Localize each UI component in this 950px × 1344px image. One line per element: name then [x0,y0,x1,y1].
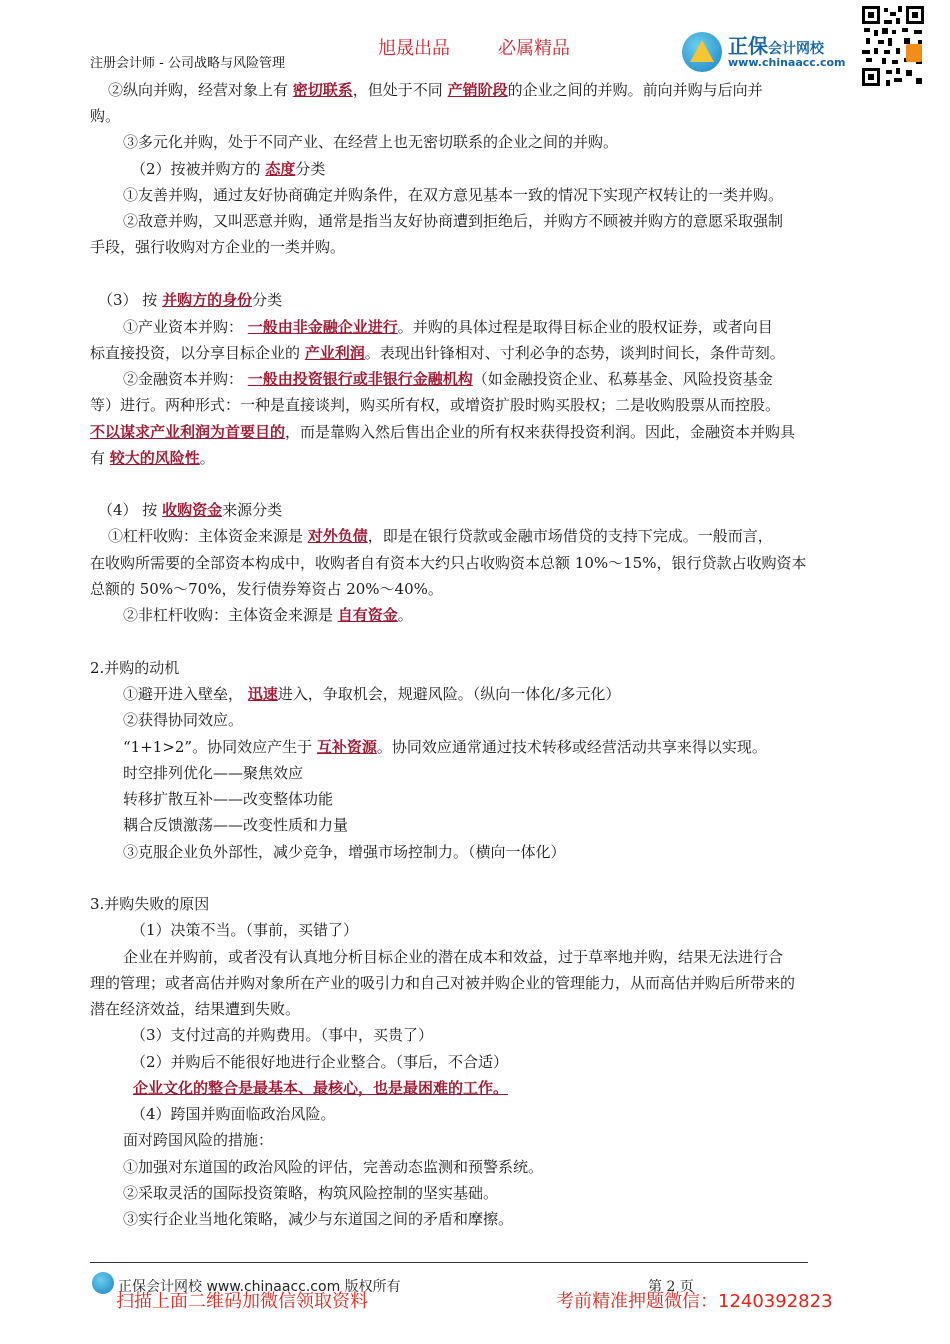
highlight-term: 自有资金 [337,606,398,624]
highlight-sentence: 企业文化的整合是最基本、最核心，也是最困难的工作。 [133,1079,509,1097]
text-line: ③克服企业负外部性，减少竞争，增强市场控制力。（横向一体化） [123,843,566,861]
text-line: （1）决策不当。（事前，买错了） [131,921,359,939]
text-line: ③多元化并购，处于不同产业、在经营上也无密切联系的企业之间的并购。 [123,133,619,151]
text-line: ①杠杆收购：主体资金来源是 对外负债，即是在银行贷款或金融市场借贷的支持下完成。一般而言， [108,527,773,545]
text-line: ②采取灵活的国际投资策略，构筑风险控制的坚实基础。 [123,1184,499,1202]
qr-code-icon [860,4,926,88]
section-heading: 2.并购的动机 [90,659,180,677]
highlight-term: 态度 [265,160,296,178]
highlight-term: 迅速 [247,685,278,703]
text-line: ②获得协同效应。 [123,711,244,729]
text-line: 企业在并购前，或者没有认真地分析目标企业的潜在成本和效益，过于草率地并购，结果无法进行合 [123,948,784,966]
text-line: 标直接投资，以分享目标企业的 产业利润。表现出针锋相对、寸利必争的态势，谈判时间长，条件苛刻。 [90,344,785,362]
text-line: ②敌意并购，又叫恶意并购，通常是指当友好协商遭到拒绝后，并购方不顾被并购方的意愿采取强制 [123,212,784,230]
text-line: ③实行企业当地化策略，减少与东道国之间的矛盾和摩擦。 [123,1210,514,1228]
highlight-term: 收购资金 [162,501,223,519]
document-header-title: 注册会计师 - 公司战略与风险管理 [90,56,285,71]
slogan-left: 旭晟出品 [378,38,450,59]
section-heading: （4） 按 收购资金来源分类 [98,501,283,519]
text-line: ②金融资本并购： 一般由投资银行或非银行金融机构（如金融投资企业、私募基金、风险投资基金 [123,370,773,388]
text-line: 等）进行。两种形式：一种是直接谈判，购买所有权，或增资扩股时购买股权；二是收购股票从而控股。 [90,396,781,414]
text-line: ②非杠杆收购：主体资金来源是 自有资金。 [123,606,413,624]
logo-url: www.chinaacc.com [728,56,846,69]
footer-logo-icon [92,1272,114,1294]
text-line: 在收购所需要的全部资本构成中，收购者自有资本大约只占收购资本总额 10%～15%，银行贷款占收购资本 [90,554,807,572]
text-line: ①加强对东道国的政治风险的评估，完善动态监测和预警系统。 [123,1158,544,1176]
highlight-term: 产业利润 [304,344,365,362]
text-line: 手段，强行收购对方企业的一类并购。 [90,238,346,256]
text-line: （3）支付过高的并购费用。（事中，买贵了） [131,1026,434,1044]
highlight-term: 互补资源 [316,738,377,756]
slogan-right: 必属精品 [498,38,570,59]
text-line: （4）跨国并购面临政治风险。 [131,1105,336,1123]
promo-right: 考前精准押题微信：1240392823 [556,1291,833,1312]
text-line: ①产业资本并购： 一般由非金融企业进行。并购的具体过程是取得目标企业的股权证券，或者向目 [123,318,773,336]
highlight-term: 不以谋求产业利润为首要目的 [90,423,286,441]
logo-emblem-icon [682,32,722,72]
text-line: ①避开进入壁垒， 迅速进入，争取机会，规避风险。（纵向一体化/多元化） [123,685,621,703]
highlight-term: 密切联系 [292,81,353,99]
text-line: 耦合反馈激荡——改变性质和力量 [123,816,349,834]
footer-copyright: 正保会计网校 www.chinaacc.com 版权所有 [118,1279,401,1295]
highlight-term: 对外负债 [307,527,368,545]
logo-sub: 会计网校 [768,41,824,57]
highlight-term: 产销阶段 [447,81,508,99]
text-line: ②纵向并购，经营对象上有 密切联系，但处于不同 产销阶段的企业之间的并购。前向并购与后向并 [108,81,763,99]
text-line: 总额的 50%～70%，发行债券筹资占 20%～40%。 [90,580,443,598]
text-line: 面对跨国风险的措施： [123,1131,274,1149]
highlight-term: 一般由投资银行或非银行金融机构 [247,370,473,388]
chinaacc-logo [682,30,854,74]
text-line: 不以谋求产业利润为首要目的，而是靠购入然后售出企业的所有权来获得投资利润。因此，金融资本并购具 [90,423,796,441]
text-line: 理的管理；或者高估并购对象所在产业的吸引力和自己对被并购企业的管理能力，从而高估并购后所带来的 [90,974,796,992]
section-heading: 3.并购失败的原因 [90,895,210,913]
text-line: “1+1>2”。协同效应产生于 互补资源。协同效应通常通过技术转移或经营活动共享来得以实现。 [123,738,767,756]
promo-left: 扫描上面二维码加微信领取资料 [116,1291,368,1312]
highlight-term: 一般由非金融企业进行 [247,318,398,336]
text-line: （2）按被并购方的 态度分类 [131,160,326,178]
section-heading: （3） 按 并购方的身份分类 [98,291,283,309]
highlight-term: 较大的风险性 [109,449,200,467]
page-number: 第 2 页 [648,1279,694,1295]
text-line: 购。 [90,107,121,125]
text-line: 潜在经济效益，结果遭到失败。 [90,1000,301,1018]
text-line: 转移扩散互补——改变整体功能 [123,790,334,808]
text-line: （2）并购后不能很好地进行企业整合。（事后，不合适） [131,1053,509,1071]
text-line: 时空排列优化——聚焦效应 [123,764,304,782]
logo-name: 正保 [728,34,768,58]
text-line: ①友善并购，通过友好协商确定并购条件，在双方意见基本一致的情况下实现产权转让的一类并购。 [123,186,784,204]
text-line: 有 较大的风险性。 [90,449,215,467]
footer-divider [90,1262,808,1263]
highlight-term: 并购方的身份 [162,291,253,309]
